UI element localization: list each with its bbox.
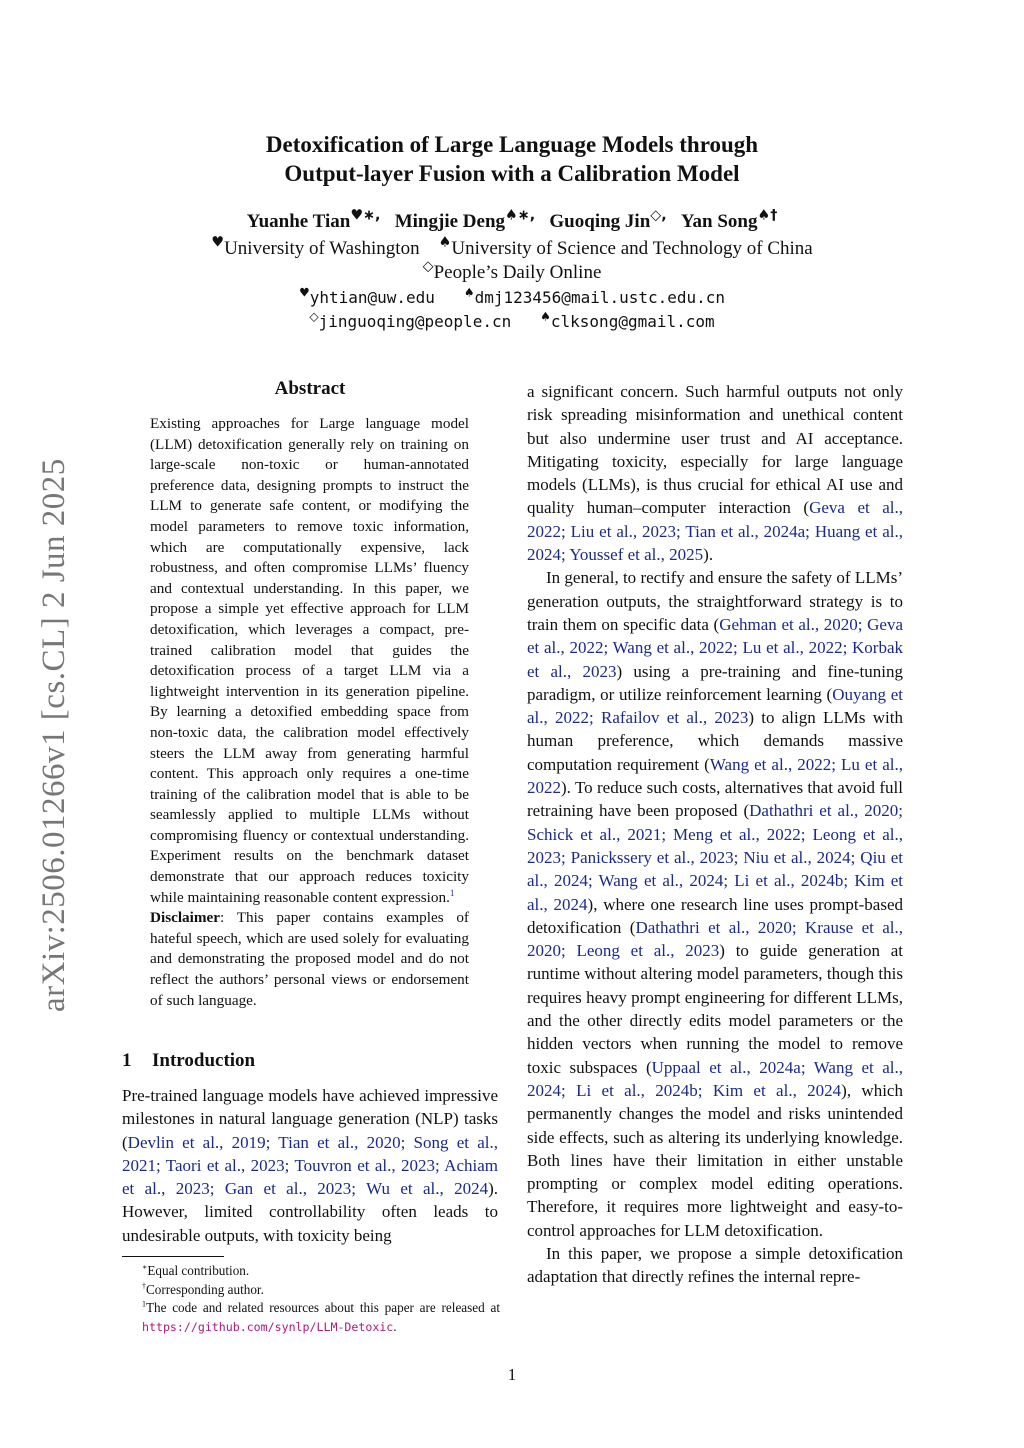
diamond-icon: ◇	[422, 258, 434, 275]
author-list	[0, 207, 1024, 233]
citation-link[interactable]: Geva et al., 2022; Liu et al., 2023; Tian et al., 2024a; Huang et al., 2024; Youssef et al., 2025	[527, 498, 903, 565]
email-4: clksong@gmail.com	[550, 312, 715, 331]
rc-text: ). To reduce such costs, alternatives that avoid full retraining have been proposed (	[527, 778, 903, 821]
heart-icon: ♥	[211, 234, 225, 251]
affiliation-pdo: People’s Daily Online	[433, 262, 602, 283]
author-4: Yan Song	[680, 211, 758, 232]
title-line-2: Output-layer Fusion with a Calibration Model	[284, 161, 740, 186]
page-number: 1	[507, 1365, 517, 1384]
intro-text-a: Pre-trained language models have achieved impressive milestones in natural language generation (NLP) tasks (	[122, 1086, 498, 1152]
spade-icon: ♠	[540, 309, 551, 324]
rc-text: ) to align LLMs with human preference, which demands massive computation requirement (	[527, 708, 903, 774]
citation-link[interactable]: Dathathri et al., 2020; Schick et al., 2021; Meng et al., 2022; Leong et al., 2023; Panickssery et al., 2023; Niu et al., 2024; Qiu et al., 2024; Wang et al., 2024; Li et al., 2024b; Kim et al., 2024	[527, 801, 903, 914]
spade-icon: ♠	[438, 234, 452, 251]
section-heading	[122, 1050, 255, 1072]
footnote-ref-1[interactable]: 1	[449, 887, 455, 898]
rc-text: ), where one research line uses prompt-based detoxification (	[527, 894, 903, 937]
rc-text: ) using a pre-training and fine-tuning paradigm, or utilize reinforcement learning (	[527, 661, 903, 704]
footnote-corresponding: Corresponding author.	[145, 1281, 264, 1297]
affiliation-line-1	[0, 234, 1024, 260]
citation-link[interactable]: Wang et al., 2022; Lu et al., 2022	[527, 754, 903, 798]
disclaimer-text: : This paper contains examples of hateful speech, which are used solely for evaluating and demonstrating the proposed model and do not reflect the authors’ personal views or endorsement of such language.	[150, 909, 469, 1009]
footnote-code: The code and related resources about this paper are released at	[145, 1300, 500, 1315]
affiliation-ustc: University of Science and Technology of China	[451, 238, 813, 259]
email-3: jinguoqing@people.cn	[318, 312, 512, 331]
email-1: yhtian@uw.edu	[309, 288, 435, 307]
rc-text: a significant concern. Such harmful outputs not only risk spreading misinformation and unethical content but also undermine user trust and AI acceptance. Mitigating toxicity, especially for large language models (LLMs), is thus crucial for ethical AI use and quality human–computer interaction (	[527, 382, 903, 518]
footnote-mark: †	[142, 1281, 146, 1291]
rc-text: ), which permanently changes the model and risks unintended side effects, such as altering its underlying knowledge. Both lines have their limitation in either unstable prompting or complex model editing operations. Therefore, it requires more lightweight and easy-to-control approaches for LLM detoxification.	[527, 1080, 903, 1240]
author-1: Yuanhe Tian	[246, 211, 351, 232]
section-number: 1	[122, 1050, 132, 1071]
footnote-mark: 1	[142, 1299, 146, 1309]
disclaimer-label: Disclaimer	[150, 909, 221, 927]
abstract-body	[150, 414, 469, 1011]
paper-title	[0, 130, 1024, 188]
right-column	[527, 380, 903, 1289]
author-2-mark: ♠∗,	[505, 207, 536, 224]
citation-link[interactable]: Ouyang et al., 2022; Rafailov et al., 2023	[527, 684, 903, 728]
code-url-link[interactable]: https://github.com/synlp/LLM-Detoxic	[142, 1319, 394, 1334]
abstract-heading: Abstract	[274, 378, 346, 399]
rc-text: ).	[703, 545, 714, 565]
citation-link[interactable]: Dathathri et al., 2020; Krause et al., 2020; Leong et al., 2023	[527, 917, 904, 961]
email-line-2	[0, 309, 1024, 331]
author-3: Guoqing Jin	[549, 211, 651, 232]
affiliation-uw: University of Washington	[224, 238, 420, 259]
intro-paragraph	[122, 1084, 498, 1247]
rc-text: In general, to rectify and ensure the safety of LLMs’ generation outputs, the straightforward strategy is to train them on specific data (	[527, 568, 903, 634]
title-line-1: Detoxification of Large Language Models through	[265, 132, 759, 157]
footnote-mark: ∗	[142, 1262, 148, 1272]
citation-link[interactable]: Gehman et al., 2020; Geva et al., 2022; Wang et al., 2022; Lu et al., 2022; Korbak et al., 2023	[527, 614, 903, 681]
diamond-icon: ◇	[309, 309, 319, 324]
email-2: dmj123456@mail.ustc.edu.cn	[474, 288, 726, 307]
author-2: Mingjie Deng	[394, 211, 506, 232]
arxiv-stamp: arXiv:2506.01266v1 [cs.CL] 2 Jun 2025	[36, 458, 72, 1012]
rc-text: In this paper, we propose a simple detoxification adaptation that directly refines the internal repre-	[527, 1243, 903, 1287]
author-1-mark: ♥∗,	[350, 207, 381, 224]
author-4-mark: ♠†	[757, 207, 778, 224]
email-line-1	[0, 285, 1024, 307]
footnotes	[122, 1262, 500, 1336]
heart-icon: ♥	[298, 285, 310, 300]
abstract-text: Existing approaches for Large language model (LLM) detoxification generally rely on training on large-scale non-toxic or human-annotated preference data, designing prompts to instruct the LLM to generate safe content, or modifying the model parameters to remove toxic information, which are computationally expensive, lack robustness, and often compromise LLMs’ fluency and contextual understanding. In this paper, we propose a simple yet effective approach for LLM detoxification, which leverages a compact, pre-trained calibration model that guides the detoxification process of a target LLM via a lightweight intervention in its generation pipeline. By learning a detoxified embedding space from non-toxic data, the calibration model effectively steers the LLM away from generating harmful content. This approach only requires a one-time training of the calibration model that is able to be seamlessly applied to multiple LLMs without compromising fluency or contextual understanding. Experiment results on the benchmark dataset demonstrate that our approach reduces toxicity while maintaining reasonable content expression.	[150, 415, 469, 906]
spade-icon: ♠	[463, 285, 475, 300]
citation-link[interactable]: Devlin et al., 2019; Tian et al., 2020; Song et al., 2021; Taori et al., 2023; Touvron et al., 2023; Achiam et al., 2023; Gan et al., 2023; Wu et al., 2024	[122, 1132, 498, 1199]
citation-link[interactable]: Uppaal et al., 2024a; Wang et al., 2024; Li et al., 2024b; Kim et al., 2024	[527, 1057, 903, 1100]
rc-text: ) to guide generation at runtime without altering model parameters, though this requires heavy prompt engineering for different LLMs, and the other directly edits model parameters or the hidden vectors when running the model to remove toxic subspaces (	[527, 941, 903, 1077]
footnote-equal: Equal contribution.	[147, 1263, 250, 1278]
footnote-rule	[122, 1256, 224, 1257]
section-title: Introduction	[152, 1050, 256, 1071]
author-3-mark: ◇,	[650, 207, 667, 224]
footnote-end: .	[393, 1318, 397, 1334]
affiliation-line-2	[0, 258, 1024, 284]
intro-text-b: ). However, limited controllability often leads to undesirable outputs, with toxicity being	[122, 1179, 498, 1245]
